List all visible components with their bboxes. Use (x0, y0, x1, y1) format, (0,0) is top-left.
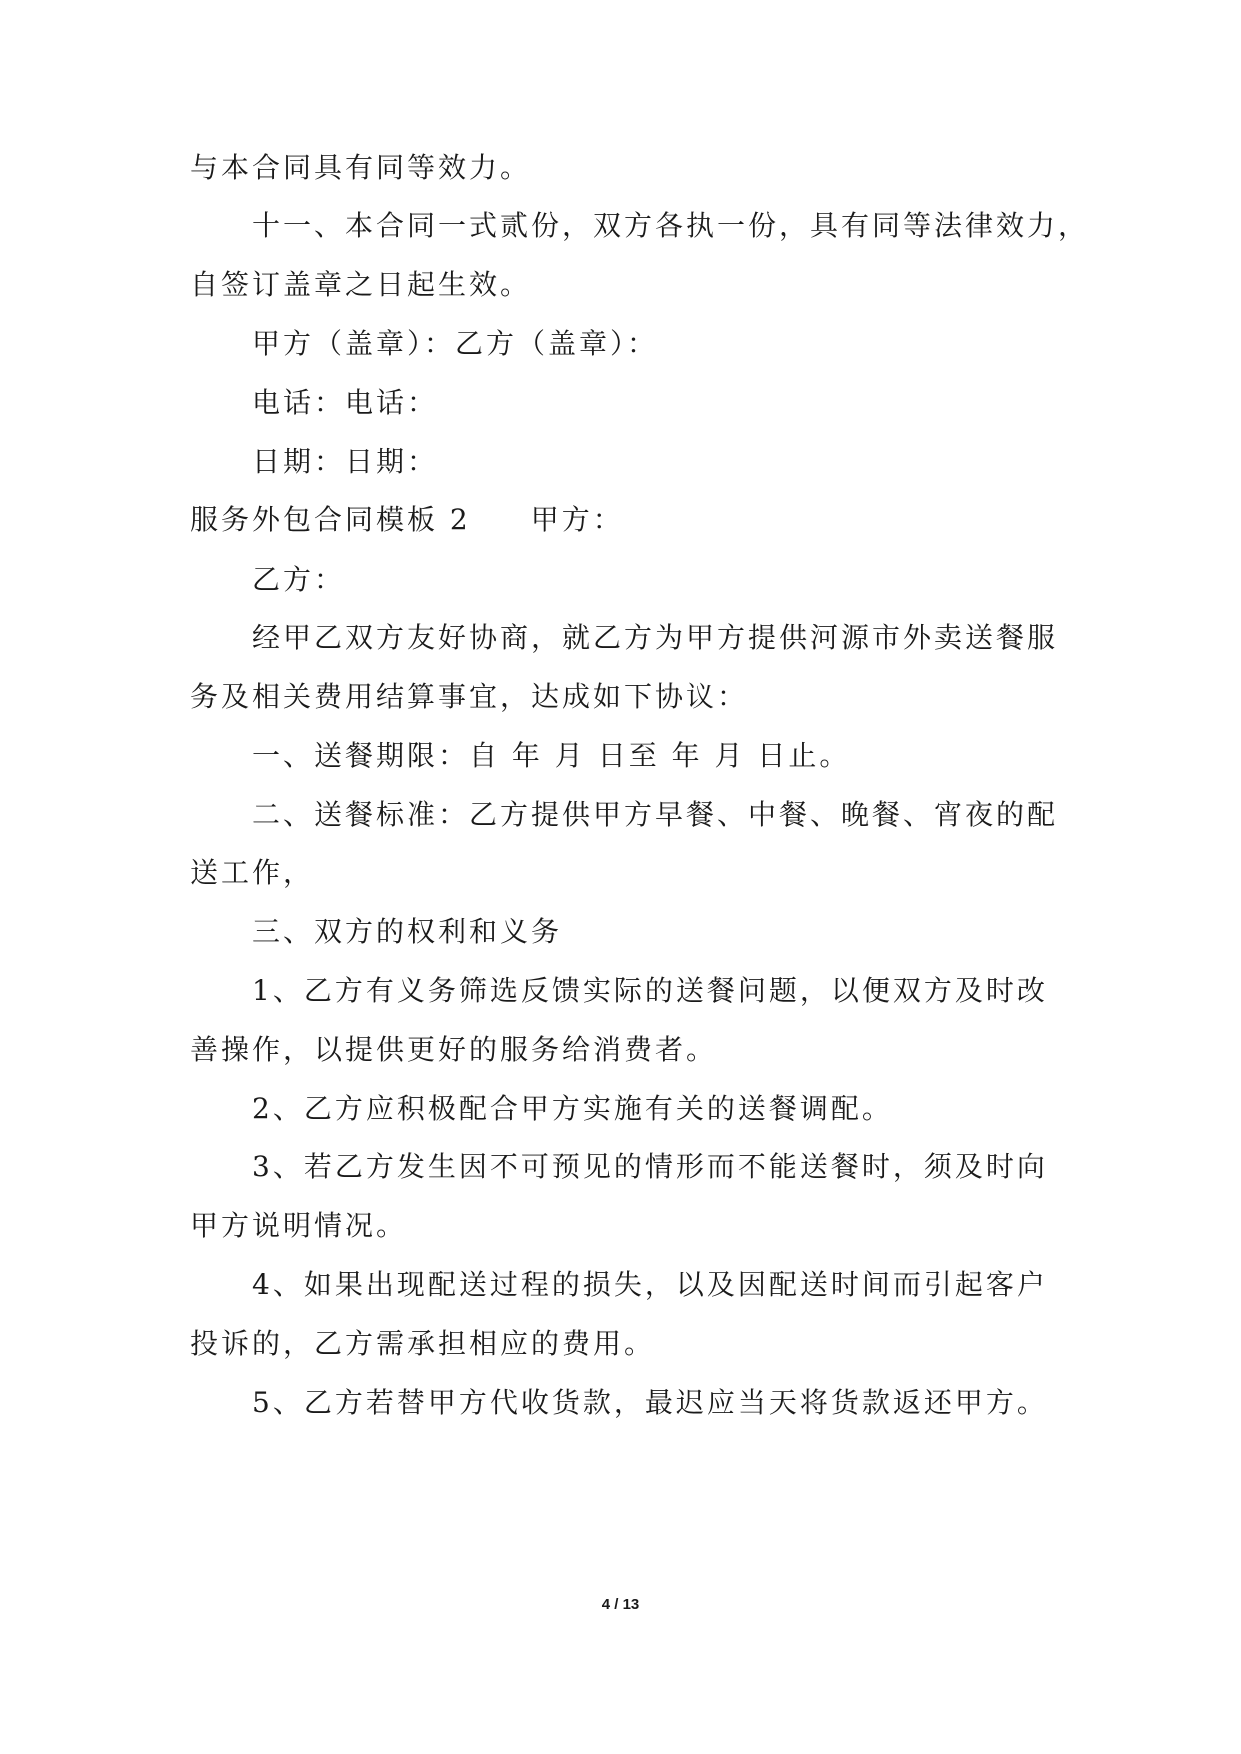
paragraph-line: 十一、本合同一式贰份，双方各执一份，具有同等法律效力， (252, 209, 1090, 242)
paragraph-line: 与本合同具有同等效力。 (190, 151, 532, 184)
paragraph-line: 经甲乙双方友好协商，就乙方为甲方提供河源市外卖送餐服 (252, 621, 1059, 654)
page-number: 4 / 13 (601, 1596, 640, 1613)
section-title-line (190, 500, 624, 540)
signature-date-line: 日期：日期： (252, 445, 439, 478)
paragraph-line: 甲方说明情况。 (190, 1209, 408, 1242)
paragraph-line: 务及相关费用结算事宜，达成如下协议： (190, 680, 749, 713)
clause-line: 3、若乙方发生因不可预见的情形而不能送餐时，须及时向 (252, 1150, 1048, 1183)
paragraph-line: 自签订盖章之日起生效。 (190, 268, 532, 301)
paragraph-line: 善操作，以提供更好的服务给消费者。 (190, 1033, 718, 1066)
paragraph-line: 投诉的，乙方需承担相应的费用。 (190, 1327, 656, 1360)
clause-line: 1、乙方有义务筛选反馈实际的送餐问题，以便双方及时改 (252, 974, 1048, 1007)
party-a-label: 甲方： (530, 503, 624, 536)
clause-line: 4、如果出现配送过程的损失，以及因配送时间而引起客户 (252, 1268, 1048, 1301)
signature-party-line: 甲方（盖章）：乙方（盖章）： (252, 327, 659, 360)
signature-phone-line: 电话：电话： (252, 386, 439, 419)
paragraph-line: 送工作， (190, 856, 315, 889)
party-b-label: 乙方： (252, 563, 346, 596)
section-title: 服务外包合同模板 2 (190, 503, 471, 536)
clause-line: 2、乙方应积极配合甲方实施有关的送餐调配。 (252, 1092, 893, 1125)
clause-heading: 三、双方的权利和义务 (252, 915, 563, 948)
clause-line: 二、送餐标准：乙方提供甲方早餐、中餐、晚餐、宵夜的配 (252, 798, 1059, 831)
clause-line: 5、乙方若替甲方代收货款，最迟应当天将货款返还甲方。 (252, 1386, 1048, 1419)
clause-line: 一、送餐期限：自 年 月 日至 年 月 日止。 (252, 739, 851, 772)
